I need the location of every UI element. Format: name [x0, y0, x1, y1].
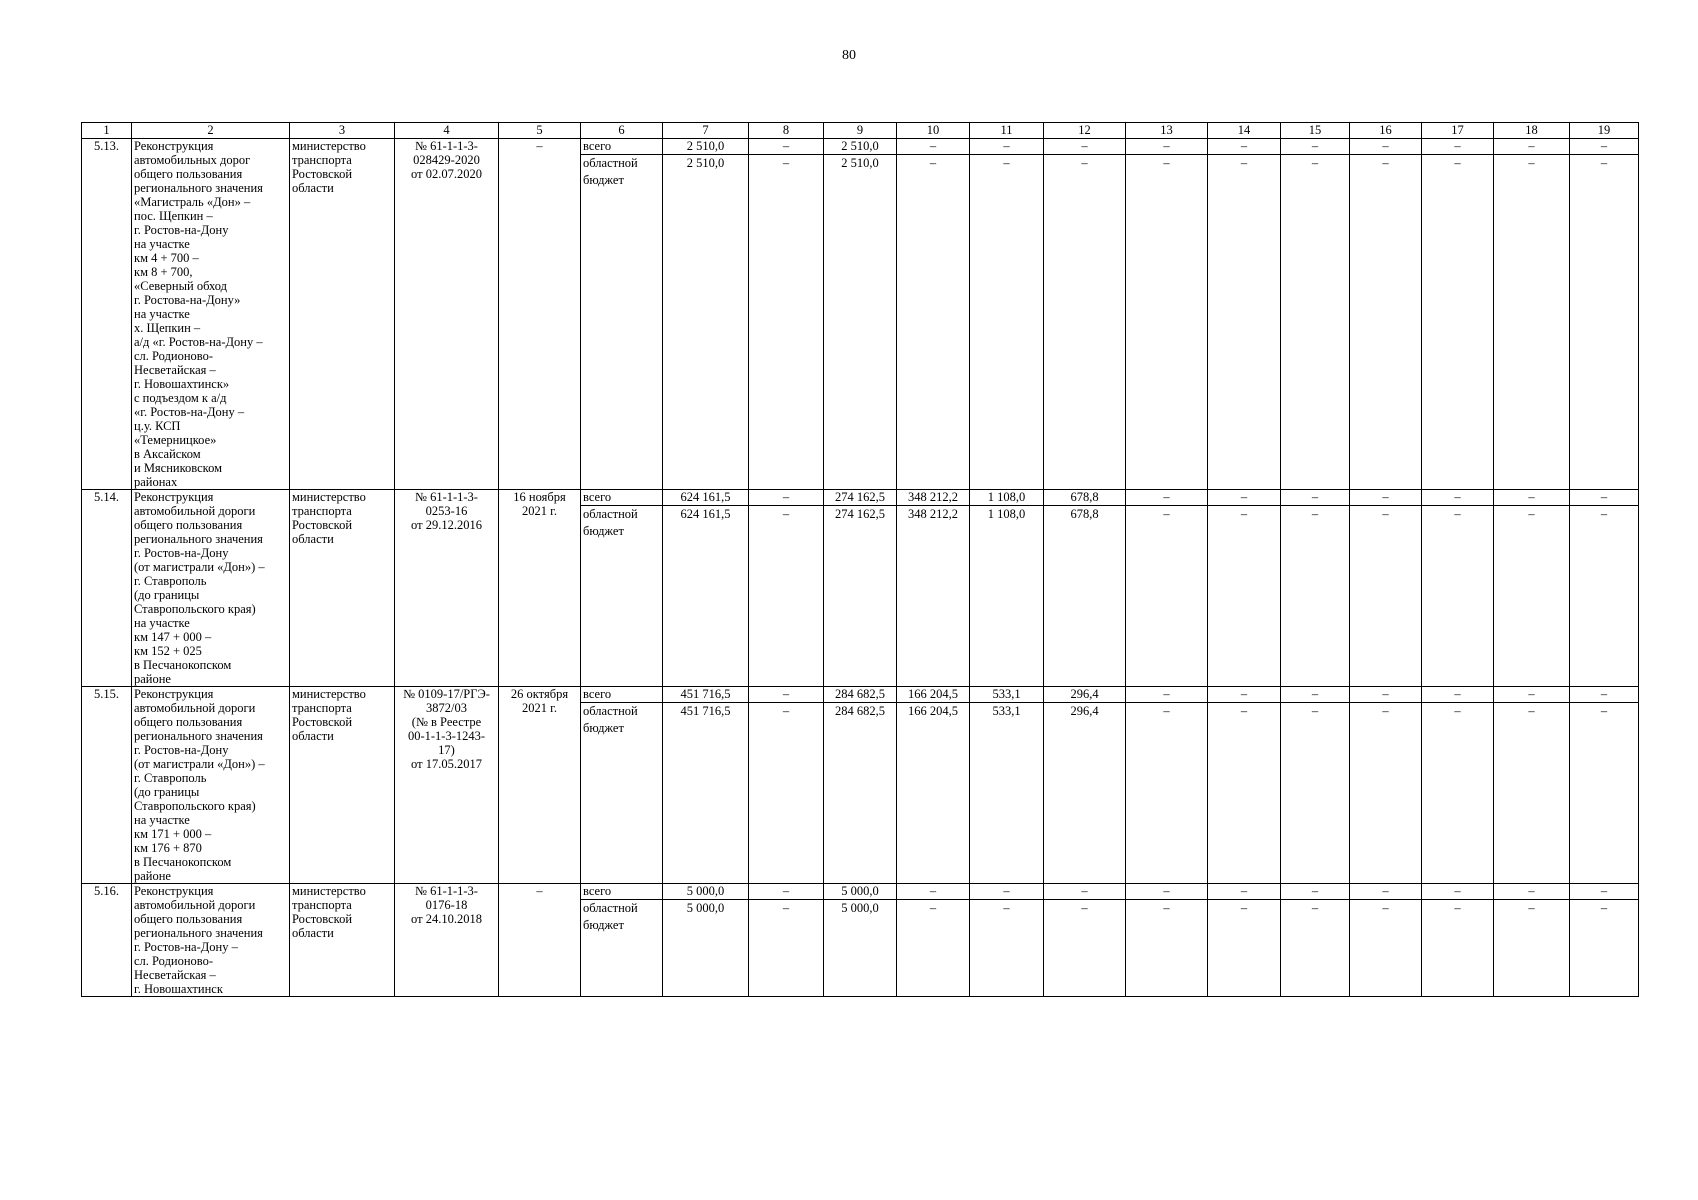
value-cell: 624 161,5: [663, 506, 749, 687]
value-cell: –: [1281, 884, 1350, 900]
value-cell: –: [970, 900, 1044, 997]
value-cell: –: [1350, 139, 1422, 155]
value-cell: –: [1126, 506, 1208, 687]
completion-date: –: [499, 139, 581, 490]
value-cell: –: [1126, 490, 1208, 506]
column-header: 6: [581, 123, 663, 139]
value-cell: 5 000,0: [824, 884, 897, 900]
table-row: [82, 139, 1639, 155]
value-cell: –: [749, 900, 824, 997]
object-name: Реконструкция автомобильной дороги общего пользования регионального значения г. Ростов-на-Дону (от магистрали «Дон») – г. Ставрополь (до границы Ставропольского края) на участке км 171 + 000 – км 176 + 870 в Песчанокопском районе: [132, 687, 290, 884]
responsible-ministry: министерство транспорта Ростовской области: [290, 687, 395, 884]
value-cell: –: [1350, 506, 1422, 687]
responsible-ministry: министерство транспорта Ростовской области: [290, 884, 395, 997]
value-cell: –: [1494, 490, 1570, 506]
object-name: Реконструкция автомобильных дорог общего пользования регионального значения «Магистраль «Дон» – пос. Щепкин – г. Ростов-на-Дону на участке км 4 + 700 – км 8 + 700, «Северный обход г. Ростова-на-Дону» на участке х. Щепкин – а/д «г. Ростов-на-Дону – сл. Родионово- Несветайская – г. Новошахтинск» с подъездом к а/д «г. Ростов-на-Дону – ц.у. КСП «Темерницкое» в Аксайском и Мясниковском районах: [132, 139, 290, 490]
value-cell: –: [1044, 155, 1126, 490]
value-cell: –: [1281, 703, 1350, 884]
value-cell: –: [970, 884, 1044, 900]
funding-source-regional: областной бюджет: [581, 900, 663, 997]
value-cell: –: [749, 490, 824, 506]
value-cell: –: [1494, 506, 1570, 687]
value-cell: 624 161,5: [663, 490, 749, 506]
value-cell: 348 212,2: [897, 506, 970, 687]
row-number: 5.15.: [82, 687, 132, 884]
column-header: 17: [1422, 123, 1494, 139]
column-header: 12: [1044, 123, 1126, 139]
funding-source-total: всего: [581, 490, 663, 506]
value-cell: 5 000,0: [663, 884, 749, 900]
value-cell: 533,1: [970, 687, 1044, 703]
value-cell: –: [1126, 139, 1208, 155]
value-cell: –: [1208, 900, 1281, 997]
value-cell: 451 716,5: [663, 687, 749, 703]
value-cell: –: [1350, 687, 1422, 703]
value-cell: –: [1570, 155, 1639, 490]
column-header: 9: [824, 123, 897, 139]
value-cell: –: [1494, 687, 1570, 703]
value-cell: –: [1281, 900, 1350, 997]
expertise-document: № 61-1-1-3- 0176-18 от 24.10.2018: [395, 884, 499, 997]
value-cell: 451 716,5: [663, 703, 749, 884]
column-header: 15: [1281, 123, 1350, 139]
value-cell: –: [1126, 155, 1208, 490]
value-cell: –: [1422, 900, 1494, 997]
value-cell: –: [1570, 506, 1639, 687]
value-cell: –: [1570, 139, 1639, 155]
value-cell: –: [749, 687, 824, 703]
value-cell: –: [1494, 900, 1570, 997]
column-header: 10: [897, 123, 970, 139]
value-cell: 274 162,5: [824, 490, 897, 506]
value-cell: –: [897, 155, 970, 490]
value-cell: 166 204,5: [897, 703, 970, 884]
value-cell: –: [1570, 703, 1639, 884]
value-cell: 2 510,0: [663, 155, 749, 490]
responsible-ministry: министерство транспорта Ростовской области: [290, 139, 395, 490]
value-cell: –: [1350, 155, 1422, 490]
value-cell: 1 108,0: [970, 490, 1044, 506]
value-cell: –: [970, 155, 1044, 490]
column-header: 19: [1570, 123, 1639, 139]
value-cell: –: [749, 506, 824, 687]
value-cell: –: [1570, 687, 1639, 703]
value-cell: –: [1422, 506, 1494, 687]
value-cell: –: [1350, 900, 1422, 997]
value-cell: –: [1208, 703, 1281, 884]
value-cell: –: [749, 139, 824, 155]
value-cell: –: [897, 900, 970, 997]
expertise-document: № 0109-17/РГЭ- 3872/03 (№ в Реестре 00-1-1-3-1243- 17) от 17.05.2017: [395, 687, 499, 884]
row-number: 5.16.: [82, 884, 132, 997]
column-header: 14: [1208, 123, 1281, 139]
value-cell: 2 510,0: [824, 139, 897, 155]
value-cell: 166 204,5: [897, 687, 970, 703]
value-cell: –: [1208, 687, 1281, 703]
value-cell: 2 510,0: [663, 139, 749, 155]
value-cell: –: [1570, 884, 1639, 900]
value-cell: –: [897, 884, 970, 900]
column-header: 7: [663, 123, 749, 139]
row-number: 5.13.: [82, 139, 132, 490]
value-cell: 296,4: [1044, 687, 1126, 703]
header-row: [82, 123, 1639, 139]
value-cell: –: [1350, 490, 1422, 506]
value-cell: –: [1422, 490, 1494, 506]
funding-source-total: всего: [581, 139, 663, 155]
value-cell: –: [1208, 490, 1281, 506]
value-cell: –: [1494, 139, 1570, 155]
value-cell: –: [749, 703, 824, 884]
value-cell: –: [1208, 884, 1281, 900]
column-header: 3: [290, 123, 395, 139]
column-header: 16: [1350, 123, 1422, 139]
value-cell: –: [1350, 703, 1422, 884]
value-cell: 678,8: [1044, 490, 1126, 506]
value-cell: 5 000,0: [824, 900, 897, 997]
value-cell: –: [1281, 490, 1350, 506]
value-cell: –: [1494, 155, 1570, 490]
value-cell: 348 212,2: [897, 490, 970, 506]
expertise-document: № 61-1-1-3- 028429-2020 от 02.07.2020: [395, 139, 499, 490]
value-cell: 296,4: [1044, 703, 1126, 884]
column-header: 11: [970, 123, 1044, 139]
value-cell: –: [1494, 703, 1570, 884]
value-cell: –: [1422, 703, 1494, 884]
funding-source-regional: областной бюджет: [581, 703, 663, 884]
value-cell: 5 000,0: [663, 900, 749, 997]
value-cell: –: [1281, 687, 1350, 703]
completion-date: –: [499, 884, 581, 997]
column-header: 8: [749, 123, 824, 139]
value-cell: –: [1126, 900, 1208, 997]
column-header: 2: [132, 123, 290, 139]
funding-source-total: всего: [581, 687, 663, 703]
value-cell: –: [749, 884, 824, 900]
table-row: [82, 884, 1639, 900]
column-header: 5: [499, 123, 581, 139]
value-cell: –: [1494, 884, 1570, 900]
value-cell: –: [970, 139, 1044, 155]
value-cell: –: [1208, 139, 1281, 155]
value-cell: –: [1126, 884, 1208, 900]
value-cell: 1 108,0: [970, 506, 1044, 687]
value-cell: 284 682,5: [824, 687, 897, 703]
value-cell: –: [1208, 506, 1281, 687]
value-cell: 2 510,0: [824, 155, 897, 490]
value-cell: –: [1350, 884, 1422, 900]
value-cell: –: [1281, 139, 1350, 155]
expertise-document: № 61-1-1-3- 0253-16 от 29.12.2016: [395, 490, 499, 687]
value-cell: –: [1570, 900, 1639, 997]
value-cell: –: [1281, 506, 1350, 687]
completion-date: 26 октября 2021 г.: [499, 687, 581, 884]
value-cell: –: [1044, 884, 1126, 900]
completion-date: 16 ноября 2021 г.: [499, 490, 581, 687]
value-cell: –: [1281, 155, 1350, 490]
value-cell: –: [1044, 139, 1126, 155]
value-cell: 678,8: [1044, 506, 1126, 687]
value-cell: –: [1126, 703, 1208, 884]
responsible-ministry: министерство транспорта Ростовской области: [290, 490, 395, 687]
value-cell: –: [1422, 687, 1494, 703]
value-cell: –: [1044, 900, 1126, 997]
value-cell: –: [749, 155, 824, 490]
column-header: 13: [1126, 123, 1208, 139]
object-name: Реконструкция автомобильной дороги общего пользования регионального значения г. Ростов-на-Дону – сл. Родионово- Несветайская – г. Новошахтинск: [132, 884, 290, 997]
table-row: [82, 687, 1639, 703]
value-cell: –: [1422, 884, 1494, 900]
value-cell: –: [1208, 155, 1281, 490]
row-number: 5.14.: [82, 490, 132, 687]
column-header: 4: [395, 123, 499, 139]
funding-source-total: всего: [581, 884, 663, 900]
value-cell: –: [897, 139, 970, 155]
table-row: [82, 490, 1639, 506]
budget-table: [81, 122, 1639, 997]
value-cell: 533,1: [970, 703, 1044, 884]
column-header: 1: [82, 123, 132, 139]
funding-source-regional: областной бюджет: [581, 155, 663, 490]
value-cell: 284 682,5: [824, 703, 897, 884]
object-name: Реконструкция автомобильной дороги общего пользования регионального значения г. Ростов-на-Дону (от магистрали «Дон») – г. Ставрополь (до границы Ставропольского края) на участке км 147 + 000 – км 152 + 025 в Песчанокопском районе: [132, 490, 290, 687]
value-cell: 274 162,5: [824, 506, 897, 687]
page-number: 80: [842, 48, 856, 63]
value-cell: –: [1570, 490, 1639, 506]
column-header: 18: [1494, 123, 1570, 139]
funding-source-regional: областной бюджет: [581, 506, 663, 687]
value-cell: –: [1422, 139, 1494, 155]
value-cell: –: [1126, 687, 1208, 703]
value-cell: –: [1422, 155, 1494, 490]
